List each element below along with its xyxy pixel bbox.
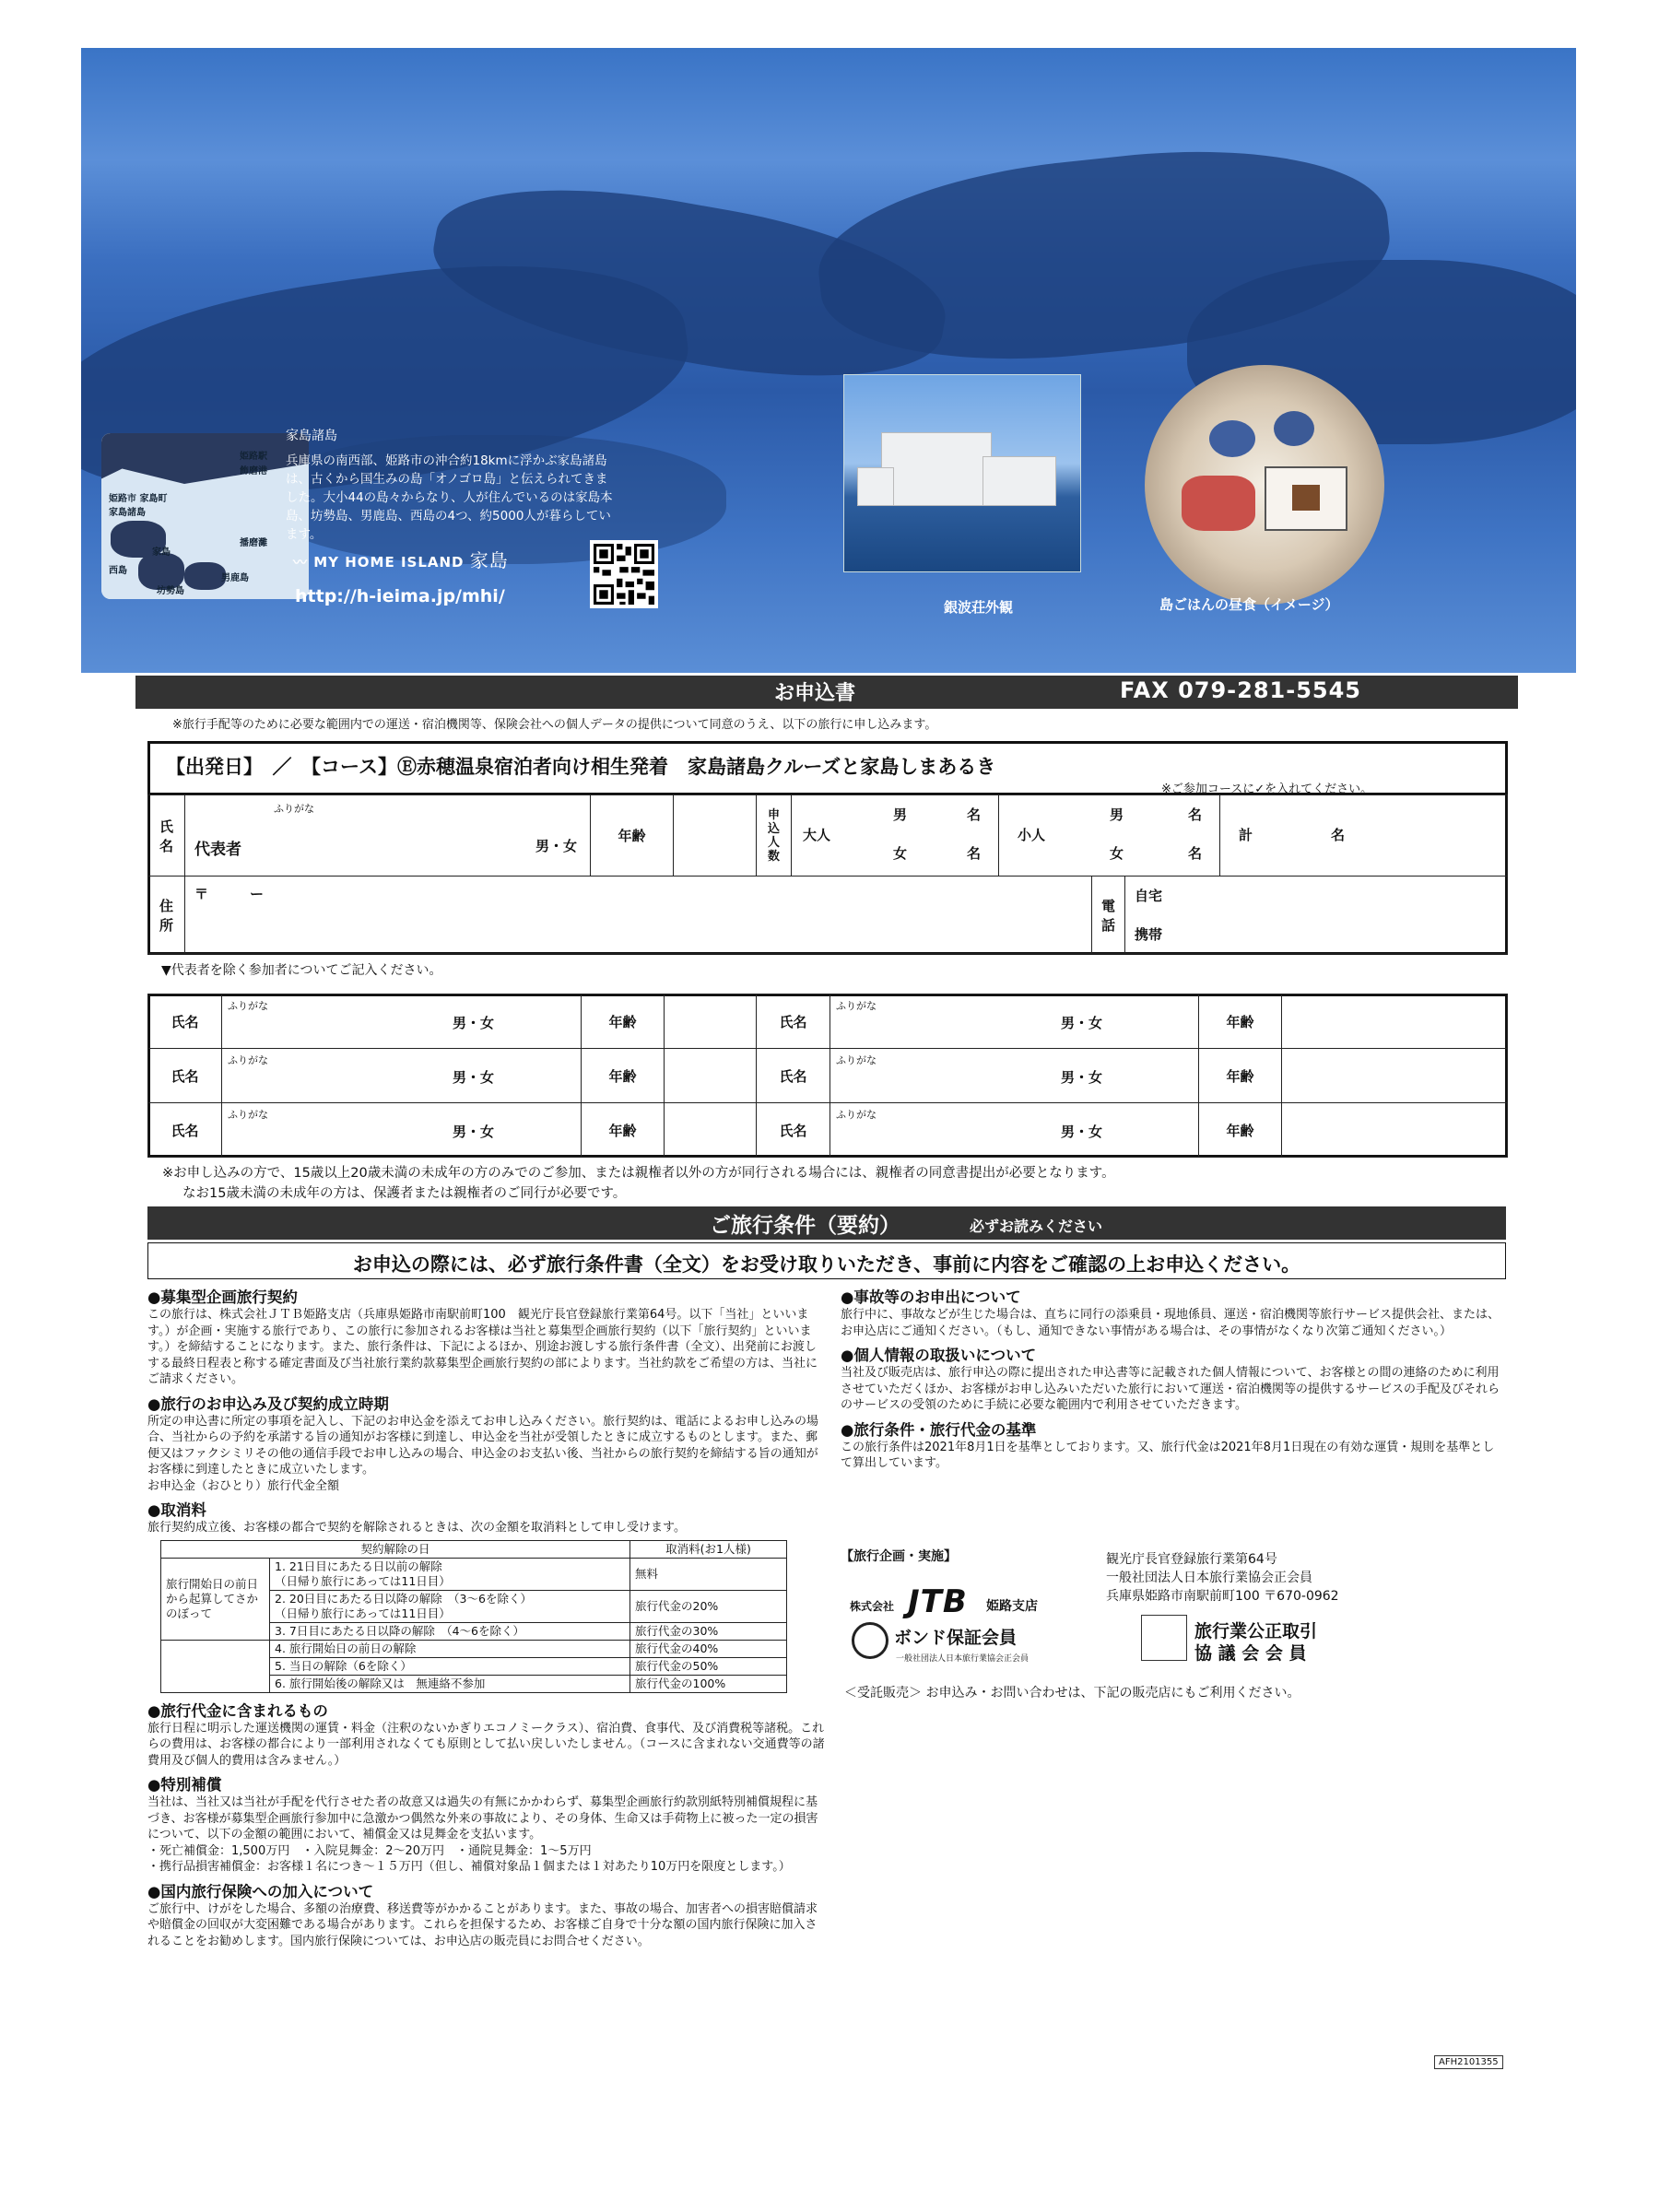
section-text: この旅行は、株式会社ＪＴＢ姫路支店（兵庫県姫路市南駅前町100 観光庁長官登録旅行業第64号。以下「当社」といいます。）が企画・実施する旅行であり、この旅行に参加されるお客様は当社と募集型企画旅行契約（以下「旅行契約」といいます。）を締結することになります。また、旅行条件は、下記によるほか、別途お渡しする旅行条件書（全文）、出発前にお渡しする最終日程表と称する確定書面及び当社旅行業約款募集型企画旅行契約の部によります。当社約款をご希望の方は、当社にご請求ください。 — [147, 1308, 818, 1386]
cancel-row-fee: 旅行代金の40% — [630, 1640, 787, 1657]
participant-name-field[interactable] — [830, 1103, 1199, 1158]
cancel-header-day: 契約解除の日 — [161, 1540, 630, 1558]
child-label: 小人 — [1018, 827, 1046, 843]
unit-label: 名 — [1188, 845, 1203, 862]
sex-selector[interactable]: 男・女 — [535, 838, 578, 854]
consignment-note: ＜受託販売＞ お申込み・お問い合わせは、下記の販売店にもご利用ください。 — [844, 1686, 1300, 1700]
age-field[interactable] — [665, 1049, 757, 1103]
furigana-label: ふりがな — [836, 1109, 877, 1121]
section-heading: ●募集型企画旅行契約 — [147, 1288, 298, 1306]
age-label: 年齢 — [582, 1103, 665, 1158]
fair-trade-line: 協 議 会 会 員 — [1194, 1643, 1307, 1664]
unit-label: 名 — [1331, 827, 1346, 843]
age-label: 年齢 — [1199, 994, 1282, 1049]
cancel-row-day: 2. 20日目にあたる日以降の解除 （3～6を除く） （日帰り旅行にあっては11日目） — [270, 1590, 630, 1622]
meal-photo — [1145, 365, 1384, 605]
age-label: 年齢 — [1199, 1049, 1282, 1103]
name-label: 氏名 — [148, 994, 222, 1049]
female-label: 女 — [1110, 845, 1124, 862]
website-url[interactable]: http://h-ieima.jp/mhi/ — [295, 586, 505, 606]
section-heading: ●旅行代金に含まれるもの — [147, 1701, 328, 1720]
address-field[interactable] — [185, 877, 1092, 954]
section-heading: ●旅行条件・旅行代金の基準 — [841, 1420, 1037, 1439]
section-text: ・携行品損害補償金：お客様１名につき～１５万円（但し、補償対象品１個または１対あたり10万円を限度とします。） — [147, 1860, 791, 1874]
organizer-label: 【旅行企画・実施】 — [841, 1549, 957, 1564]
minor-note-line1: ※お申し込みの方で、15歳以上20歳未満の未成年の方のみでのご参加、または親権者以外の方が同行される場合には、親権者の同意書提出が必要となります。 — [162, 1166, 1115, 1181]
participant-name-field[interactable] — [222, 994, 582, 1049]
fair-trade-line: 旅行業公正取引 — [1194, 1621, 1318, 1641]
cancel-row-day: 3. 7日目にあたる日以降の解除 （4～6を除く） — [270, 1622, 630, 1640]
cancel-row-fee: 旅行代金の20% — [630, 1590, 787, 1622]
bond-member: ボンド保証会員 — [894, 1628, 1018, 1648]
section-text: この旅行条件は2021年8月1日を基準としております。又、旅行代金は2021年8月1日現在の有効な運賃・規則を基準として算出しています。 — [841, 1440, 1495, 1470]
age-field[interactable] — [674, 795, 757, 877]
registration-line: 兵庫県姫路市南駅前町100 〒670-0962 — [1106, 1589, 1339, 1604]
section-text: 旅行中に、事故などが生じた場合は、直ちに同行の添乗員・現地係員、運送・宿泊機関等旅行サービス提供会社、または、お申込店にご通知ください。（もし、通知できない事情がある場合は、その事情がなくなり次第ご通知ください。） — [841, 1308, 1500, 1338]
cancel-side-empty — [161, 1640, 270, 1692]
hotel-photo — [843, 374, 1081, 572]
cancel-row-fee: 旅行代金の30% — [630, 1622, 787, 1640]
logo-kanji: 家島 — [469, 549, 509, 571]
age-label: 年齢 — [591, 795, 674, 877]
name-label: 氏名 — [148, 1049, 222, 1103]
bond-member-sub: 一般社団法人日本旅行業協会正会員 — [896, 1654, 1030, 1664]
sex-selector[interactable]: 男・女 — [453, 1124, 495, 1140]
age-field[interactable] — [1282, 994, 1508, 1049]
cancel-row-fee: 無料 — [630, 1558, 787, 1590]
participant-name-field[interactable] — [830, 1049, 1199, 1103]
phone-field[interactable] — [1125, 877, 1508, 954]
conditions-title: ご旅行条件（要約） — [710, 1214, 900, 1238]
adult-label: 大人 — [803, 827, 831, 843]
consent-text: ※旅行手配等のために必要な範囲内での運送・宿泊機関等、保険会社への個人データの提供について同意のうえ、以下の旅行に申し込みます。 — [172, 718, 937, 732]
company-prefix: 株式会社 — [850, 1600, 895, 1613]
fair-trade-member — [1194, 1620, 1317, 1665]
home-phone-label: 自宅 — [1135, 888, 1163, 904]
address-label: 住所 — [148, 877, 185, 954]
minor-note — [162, 1163, 1115, 1204]
islands-title: 家島諸島 — [286, 429, 337, 443]
sex-selector[interactable]: 男・女 — [1061, 1069, 1103, 1086]
document-code: AFH2101355 — [1434, 2055, 1503, 2069]
branch-name: 姫路支店 — [986, 1599, 1038, 1614]
cancel-row-fee: 旅行代金の100% — [630, 1675, 787, 1692]
logo-wave-icon: 〰 — [293, 554, 314, 571]
cancel-header-fee: 取消料(お1人様) — [630, 1540, 787, 1558]
cancel-row-fee: 旅行代金の50% — [630, 1657, 787, 1675]
section-text: 当社は、当社又は当社が手配を代行させた者の故意又は過失の有無にかかわらず、募集型企画旅行約款別紙特別補償規程に基づき、お客様が募集型企画旅行参加中に急激かつ偶然な外来の事故により、その身体、生命又は手荷物上に被った一定の損害について、以下の金額の範囲において、補償金又は見舞金を支払います。 — [147, 1795, 818, 1841]
name-label: 氏名 — [757, 994, 830, 1049]
age-label: 年齢 — [582, 994, 665, 1049]
female-label: 女 — [893, 845, 908, 862]
registration-info — [1106, 1550, 1339, 1606]
age-field[interactable] — [665, 1103, 757, 1158]
map-label: 西島 — [109, 566, 127, 576]
cancel-row-day: 4. 旅行開始日の前日の解除 — [270, 1640, 630, 1657]
section-text: 旅行日程に明示した運送機関の運賃・料金（注釈のないかぎりエコノミークラス）、宿泊費、食事代、及び消費税等諸税。これらの費用は、お客様の都合により一部利用されなくても原則として払い戻しいたしません。（コースに含まれない交通費等の諸費用及び個人的費用は含みません。） — [147, 1721, 825, 1768]
minor-note-line2: なお15歳未満の未成年の方は、保護者または親権者のご同行が必要です。 — [182, 1186, 627, 1201]
islands-description: 兵庫県の南西部、姫路市の沖合約18kmに浮かぶ家島諸島は、古くから国生みの島「オノゴロ島」と伝えられてきました。大小44の島々からなり、人が住んでいるのは家島本島、坊勢島、男鹿島、西島の4つ、約5000人が暮らしています。 — [286, 453, 613, 542]
fax-number: FAX 079-281-5545 — [1120, 677, 1361, 703]
age-label: 年齢 — [582, 1049, 665, 1103]
jtb-logo: JTB — [908, 1583, 968, 1620]
form-title: お申込書 — [774, 682, 856, 705]
map-label: 男鹿島 — [221, 573, 249, 583]
my-home-island-logo — [293, 546, 509, 572]
section-text: 旅行契約成立後、お客様の都合で契約を解除されるときは、次の金額を取消料として申し受けます。 — [147, 1521, 686, 1535]
section-text: 所定の申込書に所定の事項を記入し、下記のお申込金を添えてお申し込みください。旅行契約は、電話によるお申し込みの場合、当社からの予約を承諾する旨の通知がお客様に到達し、申込金を当社が受領したときに成立するものとします。また、郵便又はファクシミリその他の通信手段でお申し込みの場合、申込金のお支払い後、当社からの旅行契約を締結する旨の通知がお客様に到達したときに成立いたします。 — [147, 1414, 819, 1477]
furigana-label: ふりがな — [228, 1109, 268, 1121]
name-label: 氏名 — [757, 1049, 830, 1103]
child-count[interactable] — [999, 795, 1220, 877]
map-label: 家島 — [152, 547, 171, 558]
participant-name-field[interactable] — [222, 1049, 582, 1103]
section-text: お申込金（おひとり）旅行代金全額 — [147, 1478, 340, 1493]
meal-caption: 島ごはんの昼食（イメージ） — [1159, 596, 1339, 613]
section-heading: ●国内旅行保険への加入について — [147, 1882, 374, 1900]
cancel-row-day: 6. 旅行開始後の解除又は 無連絡不参加 — [270, 1675, 630, 1692]
cancel-row-day: 1. 21日目にあたる日以前の解除 （日帰り旅行にあっては11日目） — [270, 1558, 630, 1590]
cancellation-table — [160, 1540, 787, 1693]
rep-name-field[interactable] — [185, 795, 591, 877]
section-text: ご旅行中、けがをした場合、多額の治療費、移送費等がかかることがあります。また、事故の場合、加害者への損害賠償請求や賠償金の回収が大変困難である場合があります。これらを担保するため、お客様ご自身で十分な額の国内旅行保険に加入されることをお勧めします。国内旅行保険については、お申込店の販売員にお問合せください。 — [147, 1901, 818, 1948]
registration-line: 観光庁長官登録旅行業第64号 — [1106, 1552, 1277, 1567]
island-map — [101, 433, 309, 599]
adult-count[interactable] — [792, 795, 999, 877]
conditions-notice: お申込の際には、必ず旅行条件書（全文）をお受け取りいただき、事前に内容をご確認の上お申込ください。 — [147, 1242, 1506, 1279]
sex-selector[interactable]: 男・女 — [453, 1069, 495, 1086]
conditions-left-column — [147, 1285, 826, 1949]
phone-label: 電話 — [1092, 877, 1125, 954]
cancel-side-label: 旅行開始日の前日から起算してさかのぼって — [161, 1558, 270, 1640]
furigana-label: ふりがな — [836, 1054, 877, 1066]
furigana-label: ふりがな — [836, 1000, 877, 1012]
section-heading: ●事故等のお申出について — [841, 1288, 1021, 1306]
participants-note: ▼代表者を除く参加者についてご記入ください。 — [161, 963, 442, 978]
section-heading: ●取消料 — [147, 1501, 206, 1519]
section-heading: ●個人情報の取扱いについて — [841, 1347, 1037, 1364]
bond-logo-icon — [852, 1622, 888, 1659]
name-label: 氏名 — [148, 1103, 222, 1158]
representative-table — [147, 794, 1508, 877]
age-field[interactable] — [1282, 1103, 1508, 1158]
age-label: 年齢 — [1199, 1103, 1282, 1158]
map-label: 坊勢島 — [157, 586, 184, 596]
male-label: 男 — [893, 806, 908, 823]
name-label: 氏名 — [757, 1103, 830, 1158]
logo-text: MY HOME ISLAND — [313, 554, 465, 571]
participants-table — [147, 994, 1508, 1158]
participant-name-field[interactable] — [222, 1103, 582, 1158]
registration-line: 一般社団法人日本旅行業協会正会員 — [1106, 1571, 1312, 1585]
total-label: 計 — [1239, 827, 1253, 843]
conditions-subtitle: 必ずお読みください — [970, 1218, 1103, 1235]
address-table — [147, 876, 1508, 954]
applicants-label: 申込人数 — [757, 795, 792, 877]
participant-name-field[interactable] — [830, 994, 1199, 1049]
sex-selector[interactable]: 男・女 — [453, 1015, 495, 1031]
unit-label: 名 — [1188, 806, 1203, 823]
section-text: 当社及び販売店は、旅行申込の際に提出された申込書等に記載された個人情報について、お客様との間の連絡のために利用させていただくほか、お客様がお申し込みいただいた旅行において運送・宿泊機関等の提供するサービスの手配及びそれらのサービスの受領のために手続に必要な範囲内で利用させていただきます。 — [841, 1366, 1500, 1412]
mobile-phone-label: 携帯 — [1135, 926, 1163, 943]
section-text: ・死亡補償金：1,500万円 ・入院見舞金：2～20万円 ・通院見舞金：1～5万円 — [147, 1843, 592, 1858]
hotel-caption: 銀波荘外観 — [944, 599, 1014, 616]
total-count[interactable] — [1220, 795, 1508, 877]
map-label: 姫路駅 — [240, 452, 267, 462]
sex-selector[interactable]: 男・女 — [1061, 1124, 1103, 1140]
departure-course-line: 【出発日】 ／ 【コース】Ⓔ赤穂温泉宿泊者向け相生発着 家島諸島クルーズと家島しまあるき — [166, 756, 996, 778]
furigana-label: ふりがな — [228, 1000, 268, 1012]
fair-trade-logo-icon — [1141, 1615, 1187, 1661]
age-field[interactable] — [1282, 1049, 1508, 1103]
unit-label: 名 — [967, 806, 982, 823]
furigana-label: ふりがな — [228, 1054, 268, 1066]
conditions-right-column — [841, 1285, 1504, 1472]
age-field[interactable] — [665, 994, 757, 1049]
section-heading: ●特別補償 — [147, 1776, 222, 1794]
male-label: 男 — [1110, 806, 1124, 823]
postal-label: 〒 ー — [194, 886, 265, 902]
check-note: ※ご参加コースに✓を入れてください。 — [1161, 782, 1373, 796]
name-label: 氏名 — [148, 795, 185, 877]
rep-label: 代表者 — [194, 841, 241, 859]
map-label: 姫路市 家島町 家島諸島 — [109, 494, 168, 518]
qr-code-icon — [590, 540, 658, 608]
section-heading: ●旅行のお申込み及び契約成立時期 — [147, 1394, 389, 1413]
furigana-label: ふりがな — [274, 803, 314, 815]
map-label: 播磨灘 — [240, 538, 267, 548]
map-label: 飾磨港 — [240, 466, 267, 477]
cancel-row-day: 5. 当日の解除（6を除く） — [270, 1657, 630, 1675]
sex-selector[interactable]: 男・女 — [1061, 1015, 1103, 1031]
unit-label: 名 — [967, 845, 982, 862]
